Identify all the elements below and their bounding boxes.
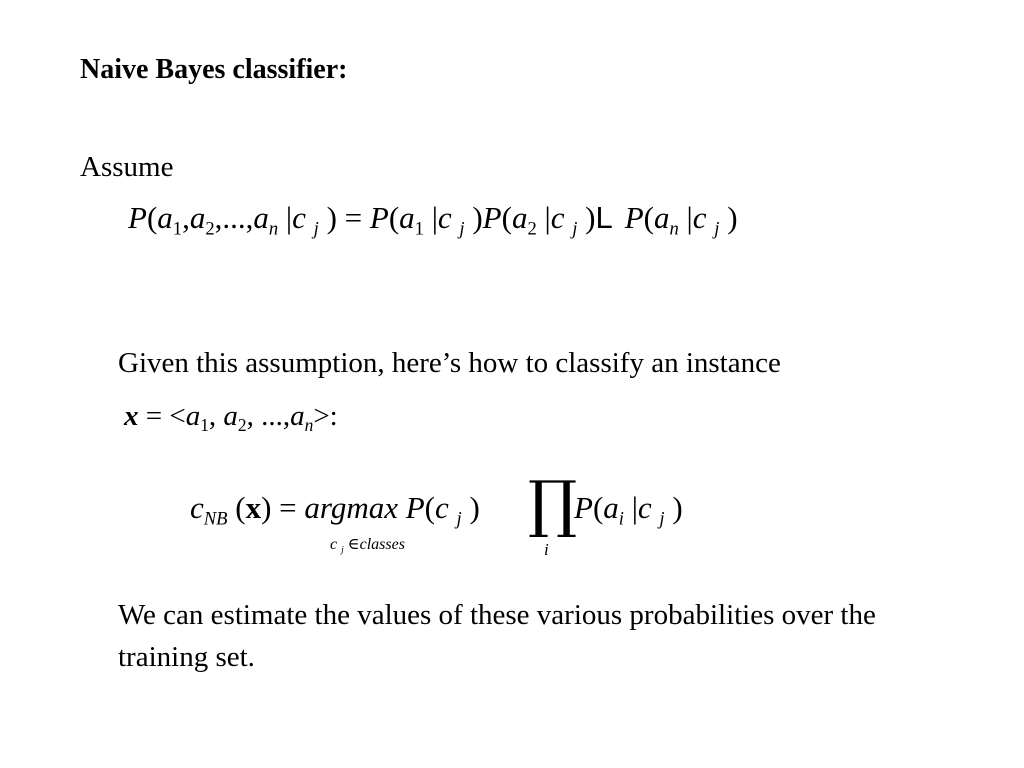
assumption-equation: $P(a_1,a_2,...,a_n$ |c $_j$ ) = $P(a_1$ |c $_j$ )$P(a_2$ |c $_j$ )L $P(a_n$ |c $_j$ ): [128, 200, 738, 240]
ellipsis-symbol: L: [595, 200, 613, 235]
assume-label: Assume: [80, 151, 174, 183]
product-subscript: i: [544, 540, 549, 559]
argmax-subscript: c $_j$ ∈classes: [330, 536, 405, 556]
classifier-equation-left: $c_{NB}$ (x) = argmax P(c $_j$ ): [190, 490, 480, 530]
estimate-text: We can estimate the values of these various probabilities over the training set.: [118, 599, 876, 673]
slide-title: Naive Bayes classifier:: [80, 54, 348, 85]
classifier-equation-right: $P(a_i$ |c $_j$ ): [574, 490, 683, 530]
instance-vector: $x = <a_1$, $a_2$, $...,a_n>$:: [124, 400, 338, 436]
given-text: Given this assumption, here’s how to classify an instance: [118, 347, 781, 379]
product-symbol: ∏: [528, 467, 578, 540]
